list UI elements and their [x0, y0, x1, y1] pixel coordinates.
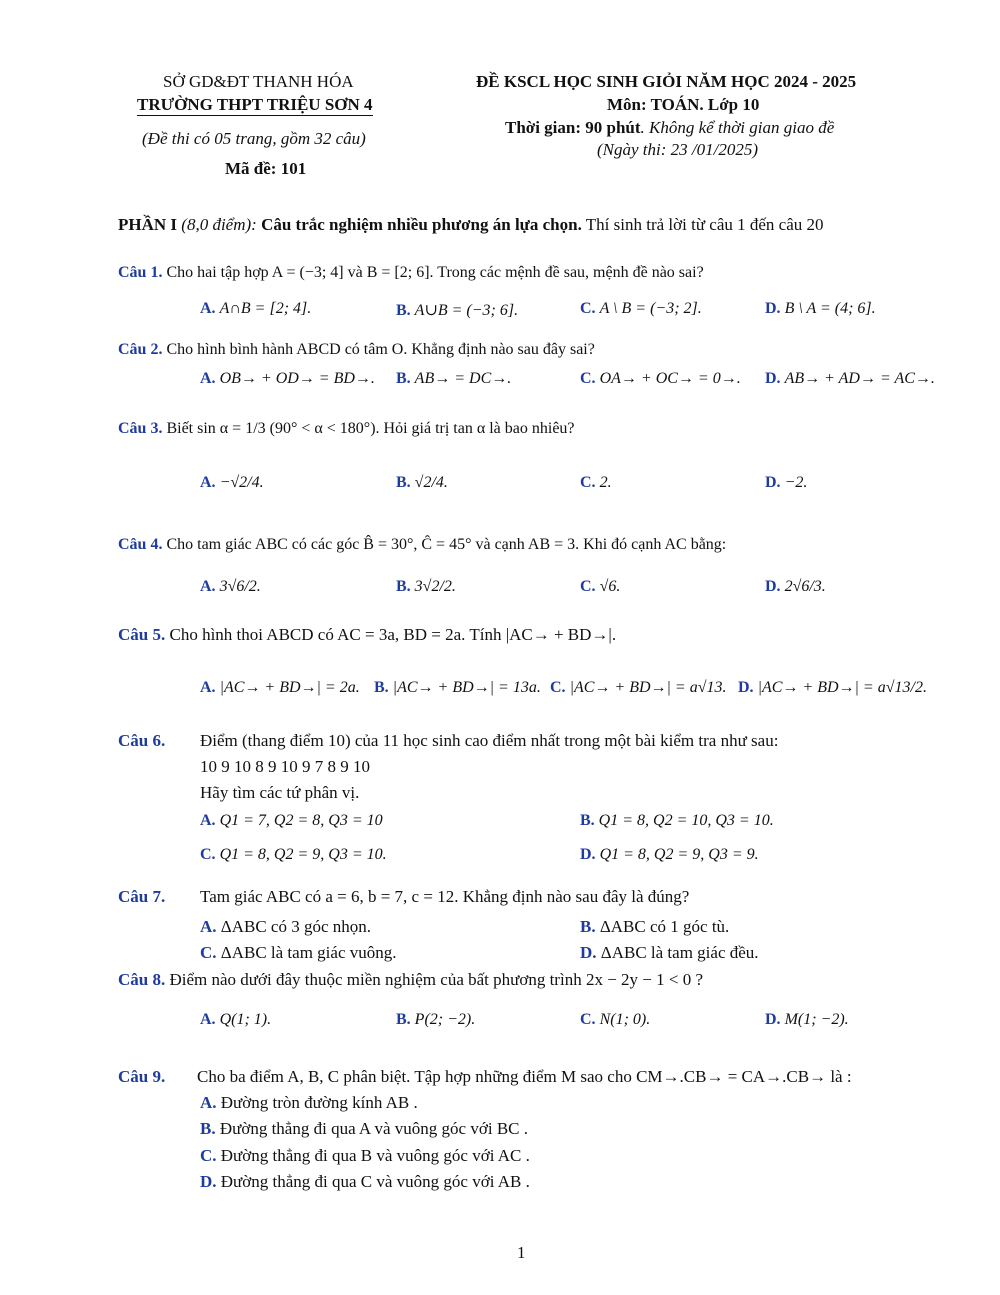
q9-option-d[interactable]: [200, 1172, 530, 1192]
option-text: |AC→ + BD→| = 13a.: [392, 679, 541, 696]
question-5: [118, 625, 616, 645]
option-letter: D.: [580, 943, 597, 962]
q7-option-c[interactable]: [200, 943, 397, 963]
q8-option-c[interactable]: [580, 1011, 650, 1029]
q4-option-c[interactable]: [580, 578, 620, 596]
option-letter: C.: [200, 846, 216, 863]
option-text: 3√6/2.: [219, 578, 261, 595]
option-letter: C.: [550, 679, 566, 696]
school-name: [137, 95, 373, 115]
q3-option-c[interactable]: [580, 474, 612, 492]
pages-note: (Đề thi có 05 trang, gồm 32 câu): [142, 129, 366, 148]
q5-option-d[interactable]: [738, 679, 927, 697]
q1-option-d[interactable]: [765, 300, 876, 318]
option-text: 3√2/2.: [414, 578, 456, 595]
option-text: ΔABC là tam giác đều.: [600, 943, 759, 962]
section-desc: Câu trắc nghiệm nhiều phương án lựa chọn.: [256, 215, 582, 234]
option-text: ΔABC có 3 góc nhọn.: [220, 917, 372, 936]
option-text: |AC→ + BD→| = a√13/2.: [757, 679, 927, 696]
q9-option-b[interactable]: [200, 1119, 528, 1139]
option-letter: D.: [200, 1172, 217, 1191]
q9-option-c[interactable]: [200, 1146, 530, 1166]
question-6: [118, 731, 165, 751]
subject-line: Môn: TOÁN. Lớp 10: [607, 95, 760, 114]
question-text: Cho hình thoi ABCD có AC = 3a, BD = 2a. Tính |AC→ + BD→|.: [169, 625, 617, 644]
q4-option-d[interactable]: [765, 578, 826, 596]
q5-option-b[interactable]: [374, 679, 541, 697]
question-label: Câu 6.: [118, 731, 166, 750]
option-text: M(1; −2).: [784, 1011, 849, 1028]
q6-option-a[interactable]: [200, 812, 383, 830]
q9-option-a[interactable]: [200, 1093, 418, 1113]
q4-option-b[interactable]: [396, 578, 456, 596]
q7-option-b[interactable]: [580, 917, 729, 937]
question-text: Cho tam giác ABC có các góc B̂ = 30°, Ĉ = 45° và cạnh AB = 3. Khi đó cạnh AC bằng:: [166, 536, 727, 553]
q8-option-a[interactable]: [200, 1011, 271, 1029]
q6-option-d[interactable]: [580, 846, 759, 864]
time-note: . Không kể thời gian giao đề: [640, 118, 835, 137]
q5-option-c[interactable]: [550, 679, 727, 697]
page-number: 1: [517, 1243, 526, 1262]
question-2: [118, 341, 595, 359]
option-letter: D.: [765, 474, 781, 491]
time-bold: Thời gian: 90 phút: [505, 118, 641, 137]
option-text: −2.: [784, 474, 808, 491]
question-6-prompt: Hãy tìm các tứ phân vị.: [200, 783, 360, 802]
question-7: [118, 887, 165, 907]
question-text: Điểm nào dưới đây thuộc miền nghiệm của bất phương trình 2x − 2y − 1 < 0 ?: [169, 970, 704, 989]
option-letter: B.: [580, 812, 595, 829]
option-text: |AC→ + BD→| = 2a.: [219, 679, 360, 696]
option-text: Đường thẳng đi qua B và vuông góc với AC .: [220, 1146, 530, 1165]
option-text: −√2/4.: [219, 474, 264, 491]
option-letter: B.: [396, 474, 411, 491]
option-letter: A.: [200, 474, 216, 491]
option-letter: B.: [396, 578, 411, 595]
option-letter: A.: [200, 370, 216, 387]
q6-option-b[interactable]: [580, 812, 774, 830]
question-8: [118, 970, 703, 990]
option-text: Đường tròn đường kính AB .: [220, 1093, 418, 1112]
option-letter: A.: [200, 917, 217, 936]
question-4: [118, 536, 726, 554]
question-label: Câu 5.: [118, 625, 166, 644]
question-label: Câu 4.: [118, 536, 163, 553]
question-label: Câu 9.: [118, 1067, 166, 1086]
option-text: √6.: [599, 578, 621, 595]
option-text: Q1 = 8, Q2 = 9, Q3 = 9.: [599, 846, 759, 863]
q2-option-c[interactable]: [580, 370, 741, 388]
exam-code: Mã đề: 101: [225, 159, 307, 178]
option-letter: A.: [200, 300, 216, 317]
section-instr: Thí sinh trả lời từ câu 1 đến câu 20: [581, 215, 824, 234]
option-letter: B.: [396, 1011, 411, 1028]
question-7-text: Tam giác ABC có a = 6, b = 7, c = 12. Khẳng định nào sau đây là đúng?: [200, 887, 690, 906]
option-letter: A.: [200, 679, 216, 696]
exam-title: ĐỀ KSCL HỌC SINH GIỎI NĂM HỌC 2024 - 2025: [476, 72, 857, 91]
section-heading: [118, 215, 824, 235]
question-3: [118, 420, 575, 438]
question-text: Cho hình bình hành ABCD có tâm O. Khẳng định nào sau đây sai?: [166, 341, 595, 358]
option-text: Q1 = 8, Q2 = 9, Q3 = 10.: [219, 846, 387, 863]
question-1: [118, 264, 704, 282]
option-text: OB→ + OD→ = BD→.: [219, 370, 375, 387]
option-text: 2.: [599, 474, 612, 491]
option-text: OA→ + OC→ = 0→.: [599, 370, 741, 387]
q2-option-b[interactable]: [396, 370, 511, 388]
q7-option-d[interactable]: [580, 943, 759, 963]
option-text: A∩B = [2; 4].: [219, 300, 312, 317]
option-text: |AC→ + BD→| = a√13.: [569, 679, 727, 696]
option-text: A∪B = (−3; 6].: [414, 302, 519, 319]
option-text: Q(1; 1).: [219, 1011, 272, 1028]
option-text: P(2; −2).: [414, 1011, 476, 1028]
option-letter: B.: [200, 1119, 216, 1138]
option-letter: D.: [738, 679, 754, 696]
option-letter: A.: [200, 812, 216, 829]
option-letter: D.: [765, 300, 781, 317]
question-9-text: Cho ba điểm A, B, C phân biệt. Tập hợp những điểm M sao cho CM→.CB→ = CA→.CB→ là :: [197, 1067, 852, 1086]
option-text: AB→ = DC→.: [414, 370, 512, 387]
option-letter: C.: [580, 578, 596, 595]
q8-option-b[interactable]: [396, 1011, 475, 1029]
option-text: Đường thẳng đi qua C và vuông góc với AB .: [220, 1172, 530, 1191]
q3-option-a[interactable]: [200, 474, 264, 492]
option-text: √2/4.: [414, 474, 448, 491]
question-label: Câu 7.: [118, 887, 166, 906]
question-9: [118, 1067, 165, 1087]
q4-option-a[interactable]: [200, 578, 261, 596]
section-points: (8,0 điểm):: [177, 215, 257, 234]
option-text: ΔABC có 1 góc tù.: [599, 917, 730, 936]
option-letter: D.: [765, 370, 781, 387]
question-6-data: 10 9 10 8 9 10 9 7 8 9 10: [200, 757, 370, 776]
option-text: 2√6/3.: [784, 578, 826, 595]
option-letter: A.: [200, 1011, 216, 1028]
option-text: Đường thẳng đi qua A và vuông góc với BC .: [219, 1119, 528, 1138]
question-6-text: Điểm (thang điểm 10) của 11 học sinh cao điểm nhất trong một bài kiểm tra như sau:: [200, 731, 779, 750]
school-name-text: TRƯỜNG THPT TRIỆU SƠN 4: [137, 95, 373, 114]
option-letter: C.: [580, 300, 596, 317]
question-text: Biết sin α = 1/3 (90° < α < 180°). Hỏi giá trị tan α là bao nhiêu?: [166, 420, 575, 437]
question-text: Cho hai tập hợp A = (−3; 4] và B = [2; 6]. Trong các mệnh đề sau, mệnh đề nào sai?: [166, 264, 704, 281]
option-letter: C.: [580, 1011, 596, 1028]
option-text: A \ B = (−3; 2].: [599, 300, 702, 317]
option-letter: C.: [200, 943, 217, 962]
q5-option-a[interactable]: [200, 679, 360, 697]
option-letter: A.: [200, 578, 216, 595]
option-letter: A.: [200, 1093, 217, 1112]
option-letter: C.: [200, 1146, 217, 1165]
option-letter: B.: [396, 370, 411, 387]
question-label: Câu 8.: [118, 970, 166, 989]
question-label: Câu 1.: [118, 264, 163, 281]
option-text: N(1; 0).: [599, 1011, 651, 1028]
exam-date: (Ngày thi: 23 /01/2025): [597, 140, 759, 159]
q1-option-b[interactable]: [396, 300, 518, 320]
q2-option-d[interactable]: [765, 370, 935, 388]
q1-option-a[interactable]: [200, 300, 311, 318]
option-text: Q1 = 8, Q2 = 10, Q3 = 10.: [598, 812, 774, 829]
option-letter: D.: [765, 578, 781, 595]
option-letter: D.: [580, 846, 596, 863]
option-letter: B.: [396, 302, 411, 319]
option-text: Q1 = 7, Q2 = 8, Q3 = 10: [219, 812, 383, 829]
department-name: SỞ GD&ĐT THANH HÓA: [163, 72, 354, 91]
q2-option-a[interactable]: [200, 370, 375, 388]
option-letter: C.: [580, 370, 596, 387]
q3-option-b[interactable]: [396, 474, 448, 492]
q3-option-d[interactable]: [765, 474, 807, 492]
q7-option-a[interactable]: [200, 917, 371, 937]
option-letter: C.: [580, 474, 596, 491]
section-label: PHẦN I: [118, 215, 178, 234]
option-letter: B.: [580, 917, 596, 936]
time-line: [505, 118, 834, 138]
option-letter: B.: [374, 679, 389, 696]
q8-option-d[interactable]: [765, 1011, 849, 1029]
option-text: ΔABC là tam giác vuông.: [220, 943, 397, 962]
option-letter: D.: [765, 1011, 781, 1028]
option-text: AB→ + AD→ = AC→.: [784, 370, 935, 387]
q6-option-c[interactable]: [200, 846, 387, 864]
question-label: Câu 3.: [118, 420, 163, 437]
question-label: Câu 2.: [118, 341, 163, 358]
q1-option-c[interactable]: [580, 300, 702, 318]
option-text: B \ A = (4; 6].: [784, 300, 876, 317]
